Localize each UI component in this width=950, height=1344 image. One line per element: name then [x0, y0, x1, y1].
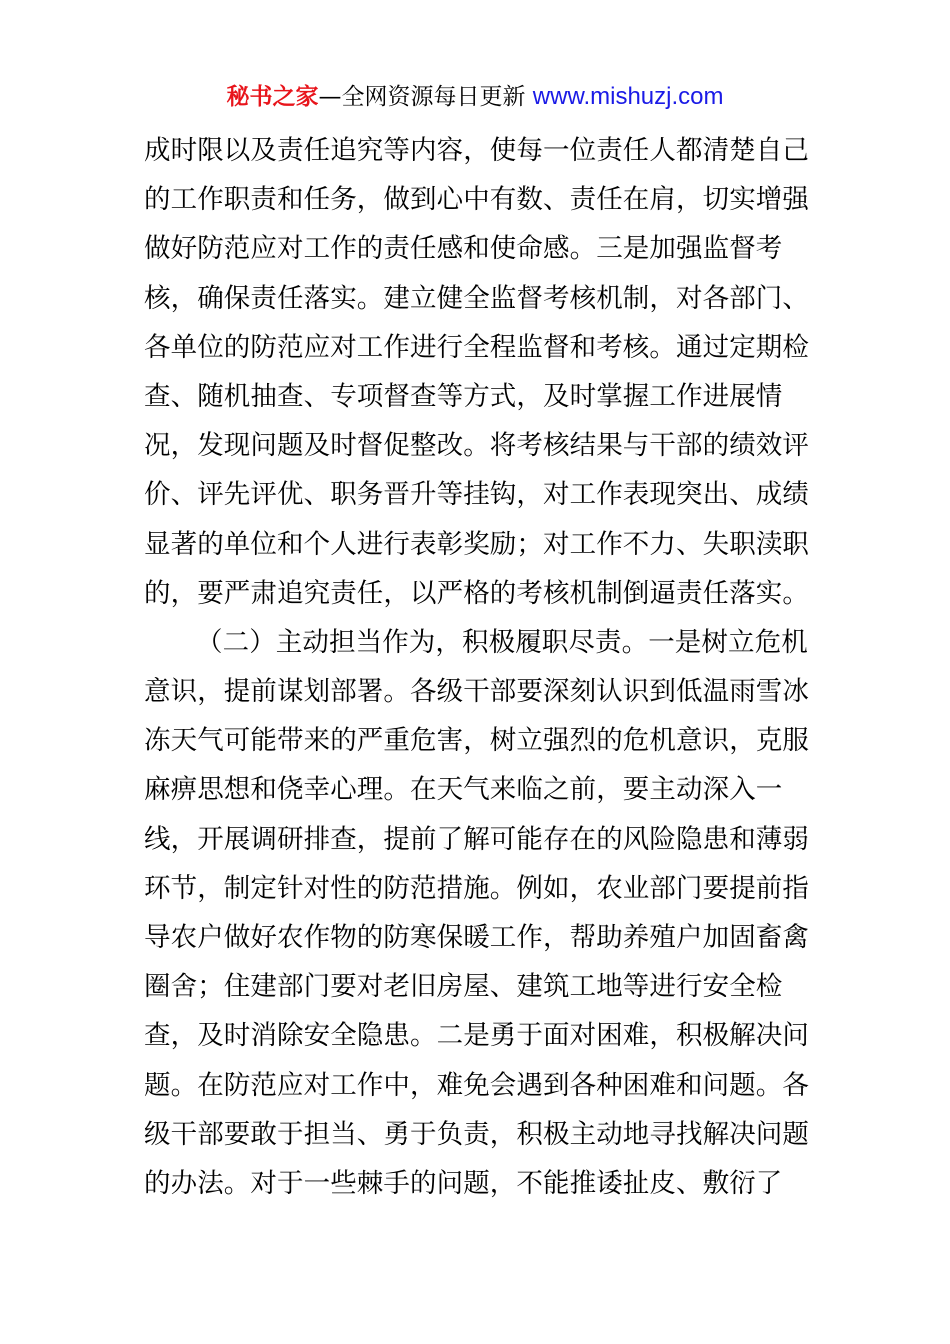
document-body: [144, 126, 824, 1208]
text-line: 的办法。对于一些棘手的问题，不能推诿扯皮、敷衍了: [144, 1167, 783, 1199]
text-line: 意识，提前谋划部署。各级干部要深刻认识到低温雨雪冰: [144, 676, 809, 708]
text-line: 环节，制定针对性的防范措施。例如，农业部门要提前指: [144, 872, 809, 904]
text-line: 题。在防范应对工作中，难免会遇到各种困难和问题。各: [144, 1069, 809, 1101]
text-line: 显著的单位和个人进行表彰奖励；对工作不力、失职渎职: [144, 528, 809, 560]
text-line: 的，要严肃追究责任，以严格的考核机制倒逼责任落实。: [144, 577, 809, 609]
text-line: 的工作职责和任务，做到心中有数、责任在肩，切实增强: [144, 184, 809, 216]
text-line: 冻天气可能带来的严重危害，树立强烈的危机意识，克服: [144, 725, 809, 757]
text-line: 成时限以及责任追究等内容，使每一位责任人都清楚自己: [144, 135, 809, 166]
text-line: 线，开展调研排查，提前了解可能存在的风险隐患和薄弱: [144, 823, 809, 855]
text-line: 麻痹思想和侥幸心理。在天气来临之前，要主动深入一: [144, 774, 783, 806]
text-line: 况，发现问题及时督促整改。将考核结果与干部的绩效评: [144, 430, 809, 462]
site-brand: 秘书之家: [226, 84, 319, 110]
text-line: 价、评先评优、职务晋升等挂钩，对工作表现突出、成绩: [144, 479, 809, 511]
text-line: 核，确保责任落实。建立健全监督考核机制，对各部门、: [144, 282, 809, 314]
site-url-link[interactable]: www.mishuzj.com: [532, 83, 724, 110]
text-line: 圈舍；住建部门要对老旧房屋、建筑工地等进行安全检: [144, 971, 783, 1003]
text-line: 导农户做好农作物的防寒保暖工作，帮助养殖户加固畜禽: [144, 922, 809, 953]
text-line: 级干部要敢于担当、勇于负责，积极主动地寻找解决问题: [144, 1118, 809, 1150]
text-line: 查，及时消除安全隐患。二是勇于面对困难，积极解决问: [144, 1020, 809, 1052]
text-line: 各单位的防范应对工作进行全程监督和考核。通过定期检: [144, 331, 809, 363]
page-header: [0, 80, 950, 114]
text-line: 查、随机抽查、专项督查等方式，及时掌握工作进展情: [144, 380, 783, 412]
section-heading-line: （二）主动担当作为，积极履职尽责。一是树立危机: [196, 626, 808, 658]
text-line: 做好防范应对工作的责任感和使命感。三是加强监督考: [144, 233, 783, 265]
site-tagline: —全网资源每日更新: [318, 84, 533, 110]
